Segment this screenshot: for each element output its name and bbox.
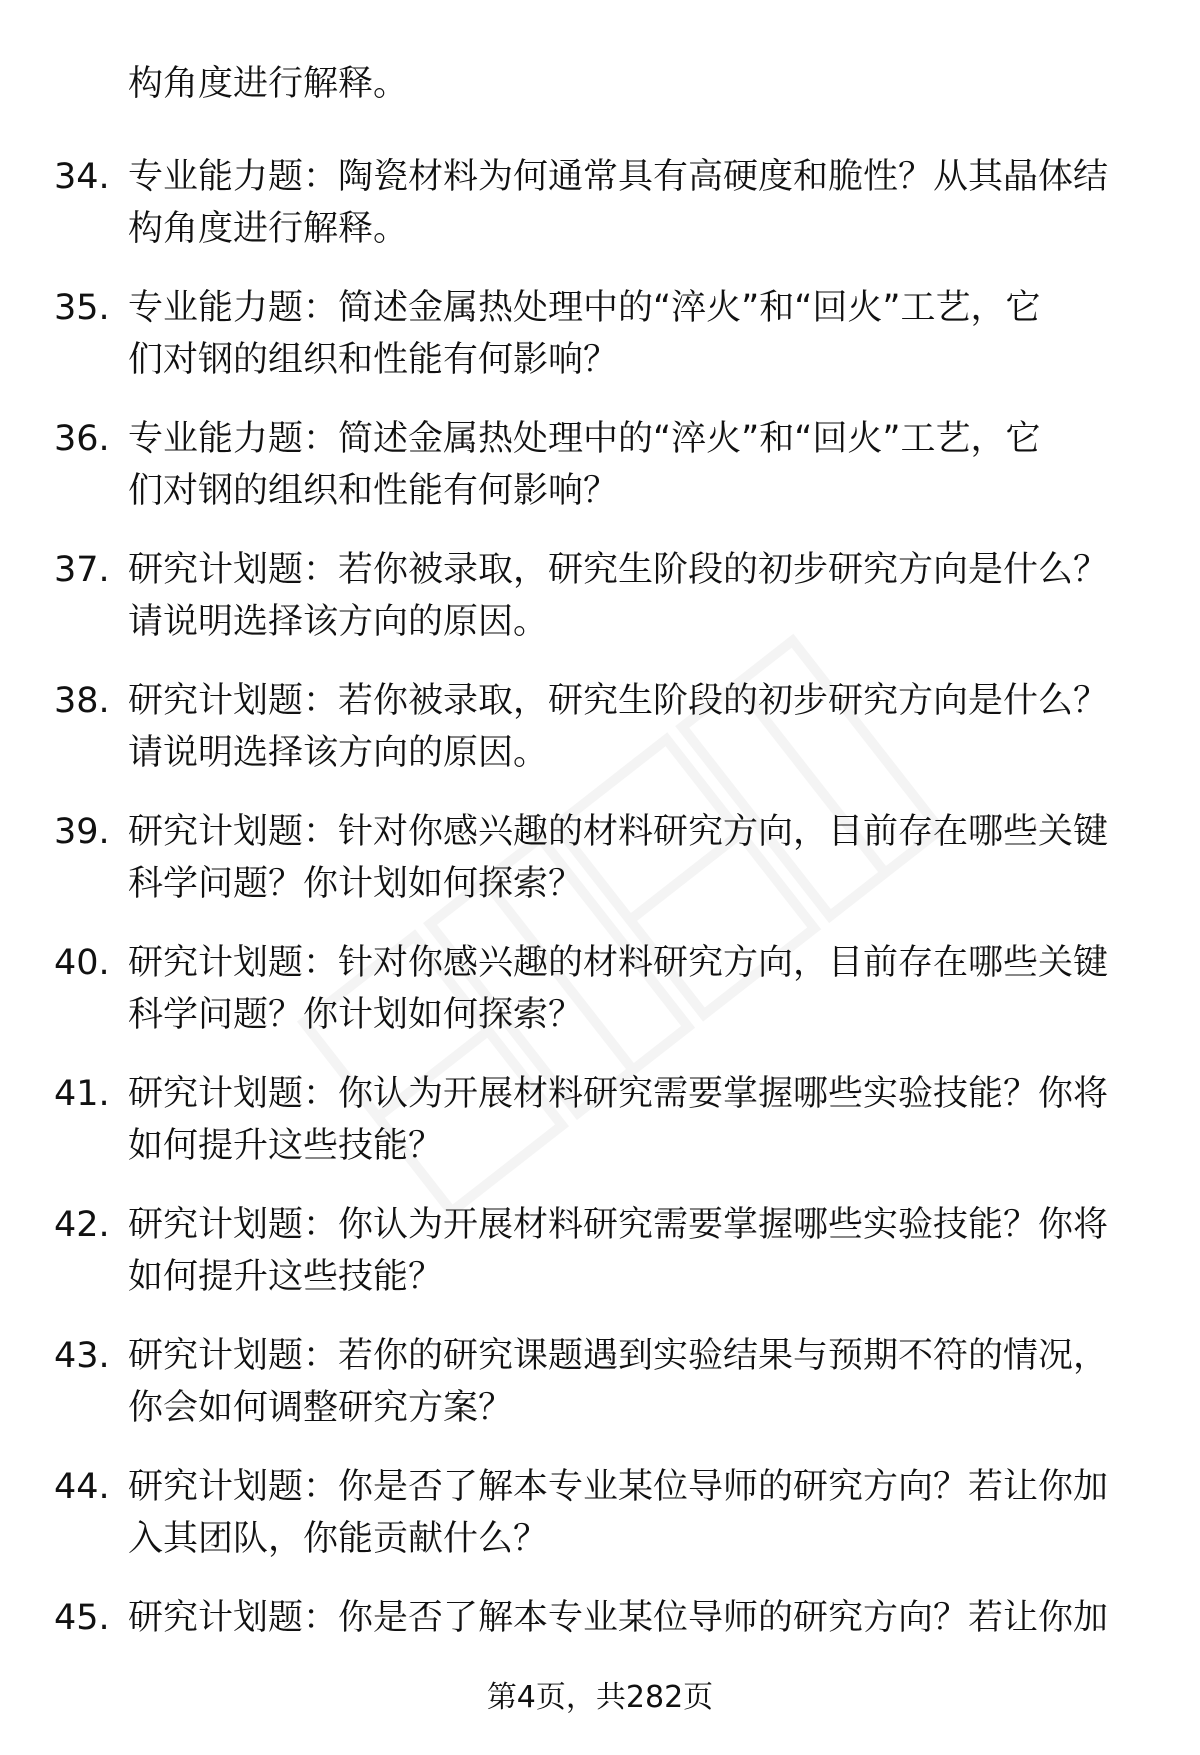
question-number: 34. xyxy=(54,157,110,197)
question-line: 专业能力题：简述金属热处理中的“淬火”和“回火”工艺，它 xyxy=(128,419,1041,459)
question-line: 专业能力题：陶瓷材料为何通常具有高硬度和脆性？从其晶体结 xyxy=(128,157,1109,197)
question-item xyxy=(0,790,1200,921)
question-item xyxy=(0,1183,1200,1314)
question-item xyxy=(0,1314,1200,1445)
question-line: 科学问题？你计划如何探索？ xyxy=(128,864,584,904)
question-number: 45. xyxy=(54,1598,110,1638)
question-number: 36. xyxy=(54,419,110,459)
question-item xyxy=(0,397,1200,528)
question-line: 如何提升这些技能？ xyxy=(128,1257,444,1297)
question-line: 研究计划题：你是否了解本专业某位导师的研究方向？若让你加 xyxy=(128,1467,1109,1507)
question-text xyxy=(128,1461,1108,1565)
question-line: 构角度进行解释。 xyxy=(128,209,409,249)
question-line: 们对钢的组织和性能有何影响？ xyxy=(128,340,619,380)
question-line: 请说明选择该方向的原因。 xyxy=(128,602,549,642)
question-item xyxy=(0,266,1200,397)
question-line: 研究计划题：你是否了解本专业某位导师的研究方向？若让你加 xyxy=(128,1598,1109,1638)
question-text xyxy=(128,806,1108,910)
question-number: 38. xyxy=(54,681,110,721)
page-footer: 第4页，共282页 xyxy=(486,1680,714,1715)
question-text xyxy=(128,282,1041,386)
question-number: 44. xyxy=(54,1467,110,1507)
question-text xyxy=(128,1199,1108,1303)
question-line: 研究计划题：你认为开展材料研究需要掌握哪些实验技能？你将 xyxy=(128,1205,1109,1245)
question-line: 研究计划题：若你被录取，研究生阶段的初步研究方向是什么？ xyxy=(128,550,1109,590)
question-number: 41. xyxy=(54,1074,110,1114)
question-number: 40. xyxy=(54,943,110,983)
question-line: 你会如何调整研究方案？ xyxy=(128,1388,514,1428)
question-text xyxy=(128,1068,1108,1172)
question-item xyxy=(0,921,1200,1052)
question-number: 35. xyxy=(54,288,110,328)
question-list xyxy=(0,135,1200,1707)
question-number: 39. xyxy=(54,812,110,852)
question-item xyxy=(0,1445,1200,1576)
question-text xyxy=(128,1330,1108,1434)
question-text xyxy=(128,937,1108,1041)
question-line: 研究计划题：针对你感兴趣的材料研究方向，目前存在哪些关键 xyxy=(128,943,1109,983)
question-item xyxy=(0,1052,1200,1183)
question-number: 42. xyxy=(54,1205,110,1245)
question-number: 37. xyxy=(54,550,110,590)
question-line: 请说明选择该方向的原因。 xyxy=(128,733,549,773)
question-text xyxy=(128,413,1041,517)
question-line: 研究计划题：针对你感兴趣的材料研究方向，目前存在哪些关键 xyxy=(128,812,1109,852)
question-text xyxy=(128,151,1108,255)
question-item xyxy=(0,528,1200,659)
question-line: 科学问题？你计划如何探索？ xyxy=(128,995,584,1035)
question-line: 研究计划题：若你被录取，研究生阶段的初步研究方向是什么？ xyxy=(128,681,1109,721)
question-line: 专业能力题：简述金属热处理中的“淬火”和“回火”工艺，它 xyxy=(128,288,1041,328)
question-line: 如何提升这些技能？ xyxy=(128,1126,444,1166)
question-line: 研究计划题：若你的研究课题遇到实验结果与预期不符的情况， xyxy=(128,1336,1109,1376)
question-line: 研究计划题：你认为开展材料研究需要掌握哪些实验技能？你将 xyxy=(128,1074,1109,1114)
question-text xyxy=(128,544,1108,648)
question-text xyxy=(128,675,1108,779)
question-number: 43. xyxy=(54,1336,110,1376)
question-item xyxy=(0,135,1200,266)
continuation-line: 构角度进行解释。 xyxy=(128,64,409,104)
question-line: 们对钢的组织和性能有何影响？ xyxy=(128,471,619,511)
question-line: 入其团队，你能贡献什么？ xyxy=(128,1519,549,1559)
question-item xyxy=(0,659,1200,790)
question-text xyxy=(128,1592,1108,1644)
